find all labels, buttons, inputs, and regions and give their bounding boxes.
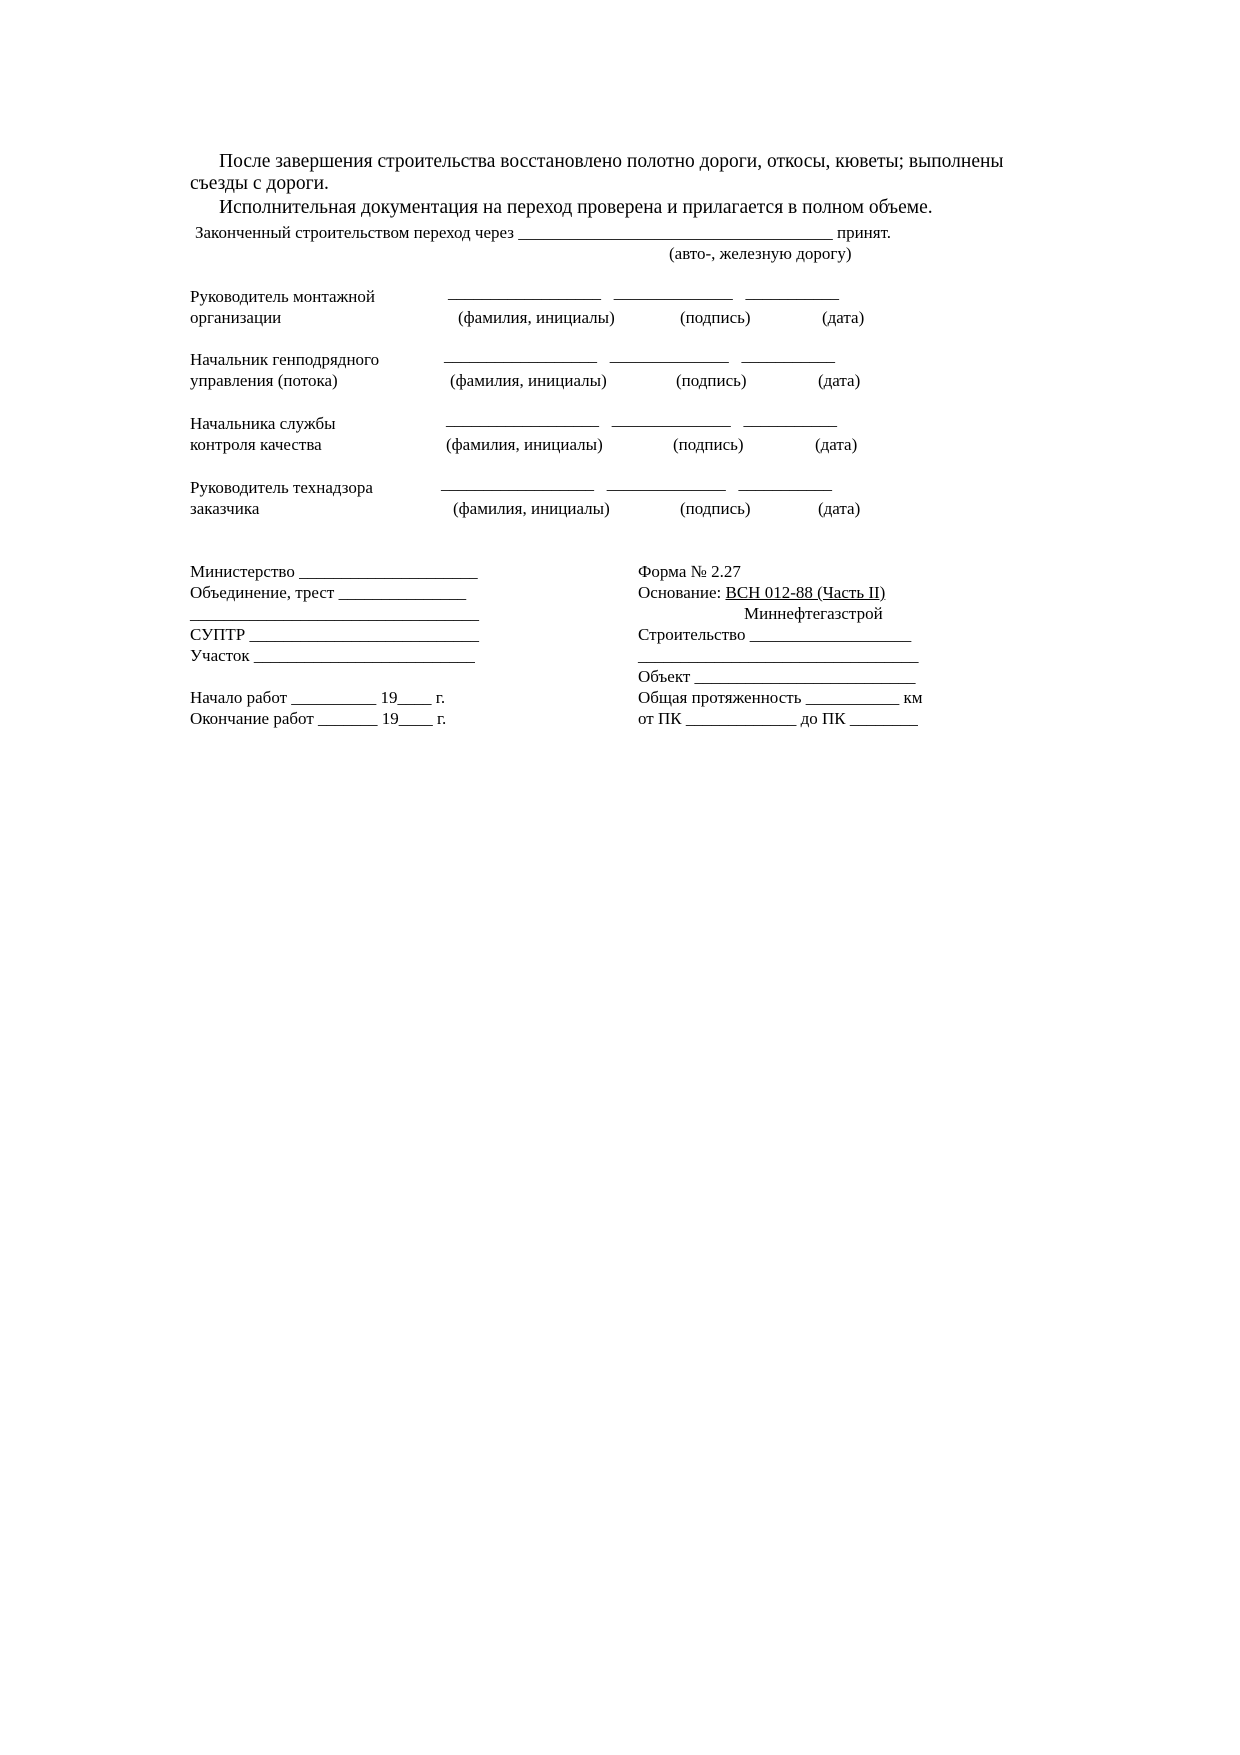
signature-role-line-1: Руководитель монтажной xyxy=(190,287,375,306)
hint-name: (фамилия, инициалы) xyxy=(458,308,615,327)
work-start-field: Начало работ __________ 19____ г. xyxy=(190,688,446,707)
signature-role-line-1: Начальника службы xyxy=(190,414,336,433)
signature-role-line-1: Руководитель технадзора xyxy=(190,478,373,497)
construction-field: Строительство ___________________ xyxy=(638,625,912,644)
accepted-line: Законченный строительством переход через _____________________________________ принят. xyxy=(195,223,891,242)
hint-name: (фамилия, инициалы) xyxy=(450,371,607,390)
signature-role-line-2: контроля качества xyxy=(190,435,322,454)
hint-signature: (подпись) xyxy=(680,308,751,327)
suptr-field: СУПТР ___________________________ xyxy=(190,625,480,644)
intro-paragraph-1-line-2: съезды с дороги. xyxy=(190,173,329,194)
form-number: Форма № 2.27 xyxy=(638,562,741,581)
signature-blanks: __________________ ______________ ___________ xyxy=(444,346,835,365)
signature-blanks: __________________ ______________ ___________ xyxy=(446,410,837,429)
blank-line: __________________________________ xyxy=(190,604,479,623)
signature-role-line-2: заказчика xyxy=(190,499,260,518)
hint-signature: (подпись) xyxy=(673,435,744,454)
work-end-field: Окончание работ _______ 19____ г. xyxy=(190,709,447,728)
signature-role-line-2: управления (потока) xyxy=(190,371,338,390)
association-field: Объединение, трест _______________ xyxy=(190,583,467,602)
pk-range-field: от ПК _____________ до ПК ________ xyxy=(638,709,918,728)
basis-document-link[interactable]: ВСН 012-88 (Часть II) xyxy=(725,583,886,602)
hint-signature: (подпись) xyxy=(680,499,751,518)
hint-signature: (подпись) xyxy=(676,371,747,390)
blank-line: _________________________________ xyxy=(638,646,919,665)
hint-name: (фамилия, инициалы) xyxy=(453,499,610,518)
signature-role-line-2: организации xyxy=(190,308,282,327)
total-length-field: Общая протяженность ___________ км xyxy=(638,688,923,707)
ministry-name: Миннефтегазстрой xyxy=(744,604,883,623)
signature-blanks: __________________ ______________ ___________ xyxy=(441,474,832,493)
intro-paragraph-1-line-1: После завершения строительства восстановлено полотно дороги, откосы, кюветы; выполнены xyxy=(219,151,1004,172)
object-field: Объект __________________________ xyxy=(638,667,916,686)
intro-paragraph-2: Исполнительная документация на переход проверена и прилагается в полном объеме. xyxy=(219,197,933,218)
accepted-line-hint: (авто-, железную дорогу) xyxy=(669,244,852,263)
hint-date: (дата) xyxy=(818,499,861,518)
basis-line xyxy=(638,582,885,603)
ministry-field: Министерство _____________________ xyxy=(190,562,478,581)
hint-name: (фамилия, инициалы) xyxy=(446,435,603,454)
hint-date: (дата) xyxy=(822,308,865,327)
signature-role-line-1: Начальник генподрядного xyxy=(190,350,380,369)
hint-date: (дата) xyxy=(815,435,858,454)
basis-label: Основание: xyxy=(638,583,726,602)
hint-date: (дата) xyxy=(818,371,861,390)
section-field: Участок __________________________ xyxy=(190,646,475,665)
signature-blanks: __________________ ______________ ___________ xyxy=(448,283,839,302)
